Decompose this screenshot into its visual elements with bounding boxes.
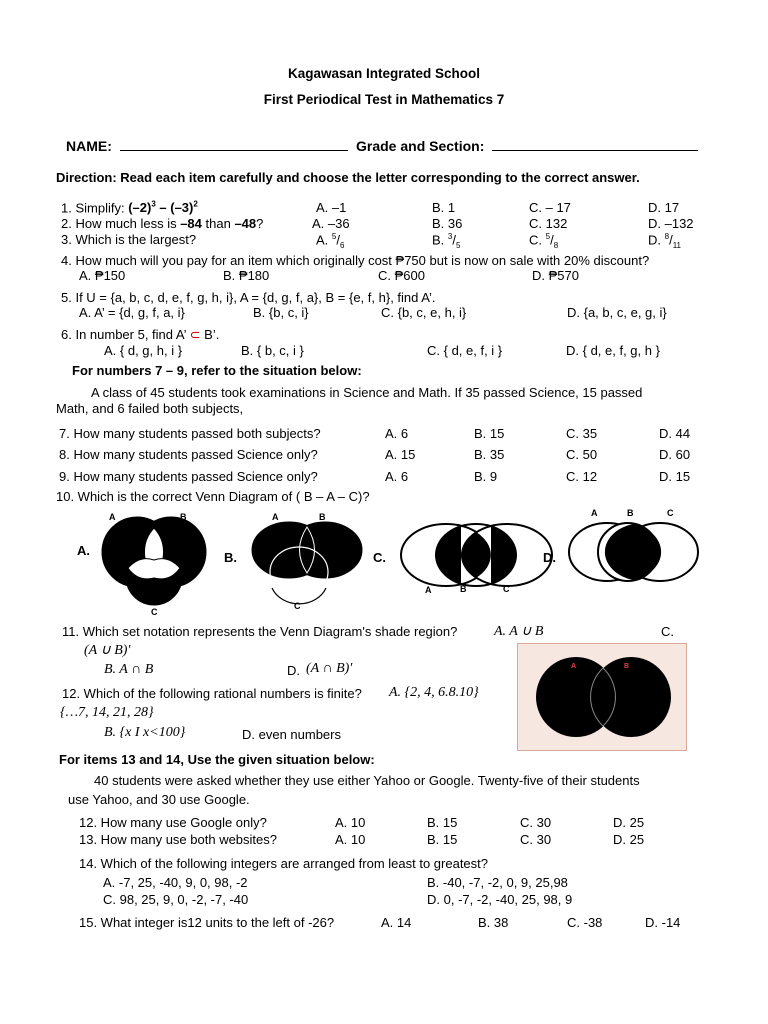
q9-choice-c: C. 12: [566, 469, 598, 484]
q8-stem: 8. How many students passed Science only?: [59, 447, 318, 462]
q11-choice-d-label: D.: [287, 663, 300, 678]
q4-choice-b: B. ₱180: [223, 268, 270, 283]
q11-stem: 11. Which set notation represents the Venn Diagram's shade region?: [62, 624, 458, 639]
venn-b-label-c: C: [294, 601, 301, 611]
venn-d-label-a: A: [591, 508, 598, 518]
venn-d-label-c: C: [667, 508, 674, 518]
q6-choice-c: C. { d, e, f, i }: [427, 343, 503, 358]
q8-choice-d: D. 60: [659, 447, 691, 462]
q5-choice-a: A. A’ = {d, g, f, a, i}: [79, 305, 185, 320]
q3-choice-b: B. $^3/_5$: [432, 232, 461, 250]
q12b-choice-c: C. 30: [520, 815, 552, 830]
grade-section-label: Grade and Section:: [356, 138, 485, 154]
q2-stem: 2. How much less is –84 than –48?: [61, 216, 264, 231]
situation-2-line-2: use Yahoo, and 30 use Google.: [68, 792, 250, 807]
q11-choice-b: B. A ∩ B: [104, 662, 154, 677]
q11-choice-c: (A ∪ B)′: [84, 643, 131, 658]
q12b-stem: 12. How many use Google only?: [79, 815, 267, 830]
q13-choice-c: C. 30: [520, 832, 552, 847]
q12b-choice-a: A. 10: [335, 815, 366, 830]
venn-a-label-b: B: [180, 512, 187, 522]
q9-choice-b: B. 9: [474, 469, 498, 484]
q10-option-b-label: B.: [224, 550, 237, 565]
venn-c-label-b: B: [460, 584, 467, 594]
q10-option-c-label: C.: [373, 550, 386, 565]
situation-1-heading: For numbers 7 – 9, refer to the situation below:: [72, 363, 362, 378]
q8-choice-b: B. 35: [474, 447, 505, 462]
q15-choice-a: A. 14: [381, 915, 412, 930]
q9-choice-d: D. 15: [659, 469, 691, 484]
q1-stem: 1. Simplify: $(-2)^3 - (-3)^2$: [61, 200, 198, 216]
q15-stem: 15. What integer is12 units to the left of -26?: [79, 915, 335, 930]
venn-c-label-c: C: [503, 584, 510, 594]
q8-choice-a: A. 15: [385, 447, 416, 462]
q7-choice-c: C. 35: [566, 426, 598, 441]
q4-choice-a: A. ₱150: [79, 268, 126, 283]
q11-choice-d: (A ∩ B)′: [306, 661, 353, 676]
q11-figure-label-a: A: [571, 663, 577, 670]
q12-choice-a-cont: {…7, 14, 21, 28}: [60, 705, 154, 720]
situation-1-line-1: A class of 45 students took examinations in Science and Math. If 35 passed Science, 15 passed: [91, 385, 643, 400]
q1-choice-b: B. 1: [432, 200, 456, 215]
situation-2-heading: For items 13 and 14, Use the given situation below:: [59, 752, 375, 767]
q4-choice-d: D. ₱570: [532, 268, 579, 283]
q13-stem: 13. How many use both websites?: [79, 832, 277, 847]
q10-option-a-label: A.: [77, 543, 90, 558]
q14-choice-d: D. 0, -7, -2, -40, 25, 98, 9: [427, 892, 573, 907]
q2-choice-c: C. 132: [529, 216, 568, 231]
q15-choice-c: C. -38: [567, 915, 603, 930]
q10-option-d-label: D.: [543, 550, 556, 565]
situation-2-line-1: 40 students were asked whether they use either Yahoo or Google. Twenty-five of their students: [94, 773, 640, 788]
q14-choice-b: B. -40, -7, -2, 0, 9, 25,98: [427, 875, 568, 890]
q5-choice-c: C. {b, c, e, h, i}: [381, 305, 467, 320]
q6-stem: 6. In number 5, find A’ ⊂ B’.: [61, 327, 220, 342]
venn-a-label-a: A: [109, 512, 116, 522]
subset-mark: ⊂: [189, 327, 201, 342]
q5-choice-b: B. {b, c, i}: [253, 305, 309, 320]
q14-choice-c: C. 98, 25, 9, 0, -2, -7, -40: [103, 892, 249, 907]
q15-choice-b: B. 38: [478, 915, 509, 930]
q6-choice-b: B. { b, c, i }: [241, 343, 304, 358]
q12-choice-d: D. even numbers: [242, 727, 341, 742]
q2-choice-a: A. –36: [312, 216, 350, 231]
q4-choice-c: C. ₱600: [378, 268, 425, 283]
q7-choice-b: B. 15: [474, 426, 505, 441]
q2-choice-d: D. –132: [648, 216, 694, 231]
venn-c-label-a: A: [425, 585, 432, 595]
q3-choice-a: A. $^5/_6$: [316, 232, 345, 250]
q12b-choice-b: B. 15: [427, 815, 458, 830]
q14-stem: 14. Which of the following integers are arranged from least to greatest?: [79, 856, 488, 871]
q10-stem: 10. Which is the correct Venn Diagram of ( B – A – C)?: [56, 489, 370, 504]
q6-choice-d: D. { d, e, f, g, h }: [566, 343, 660, 358]
q12-stem: 12. Which of the following rational numbers is finite?: [62, 686, 362, 701]
q8-choice-c: C. 50: [566, 447, 598, 462]
q12-choice-b: B. {x I x<100}: [104, 725, 186, 740]
q2-choice-b: B. 36: [432, 216, 463, 231]
q3-stem: 3. Which is the largest?: [61, 232, 197, 247]
q7-choice-d: D. 44: [659, 426, 691, 441]
venn-a-label-c: C: [151, 607, 158, 617]
name-label: NAME:: [66, 138, 112, 154]
q13-choice-d: D. 25: [613, 832, 645, 847]
q4-stem: 4. How much will you pay for an item which originally cost ₱750 but is now on sale with 20% discount?: [61, 253, 650, 268]
test-title: First Periodical Test in Mathematics 7: [263, 92, 505, 107]
q12b-choice-d: D. 25: [613, 815, 645, 830]
q1-choice-d: D. 17: [648, 200, 680, 215]
q15-choice-d: D. -14: [645, 915, 681, 930]
q5-stem: 5. If U = {a, b, c, d, e, f, g, h, i}, A = {d, g, f, a}, B = {e, f, h}, find A’.: [61, 290, 436, 305]
q5-choice-d: D. {a, b, c, e, g, i}: [567, 305, 667, 320]
q9-choice-a: A. 6: [385, 469, 409, 484]
venn-b-label-b: B: [319, 512, 326, 522]
venn-d-label-b: B: [627, 508, 634, 518]
direction: Direction: Read each item carefully and choose the letter corresponding to the correct answer.: [56, 170, 640, 185]
venn-b-label-a: A: [272, 512, 279, 522]
q7-stem: 7. How many students passed both subjects?: [59, 426, 321, 441]
q11-choice-a: A. A ∪ B: [494, 624, 544, 639]
q11-figure-label-b: B: [624, 663, 630, 670]
q7-choice-a: A. 6: [385, 426, 409, 441]
q3-choice-c: C. $^5/_8$: [529, 232, 559, 250]
q12-choice-a: A. {2, 4, 6.8.10}: [389, 685, 479, 700]
q11-choice-c-label: C.: [661, 624, 674, 639]
q13-choice-b: B. 15: [427, 832, 458, 847]
school-name: Kagawasan Integrated School: [287, 66, 481, 81]
situation-1-line-2: Math, and 6 failed both subjects,: [56, 401, 244, 416]
q1-choice-a: A. –1: [316, 200, 347, 215]
q6-choice-a: A. { d, g, h, i }: [104, 343, 183, 358]
q13-choice-a: A. 10: [335, 832, 366, 847]
q1-choice-c: C. – 17: [529, 200, 571, 215]
q3-choice-d: D. $^8/_{11}$: [648, 232, 682, 250]
q9-stem: 9. How many students passed Science only?: [59, 469, 318, 484]
q14-choice-a: A. -7, 25, -40, 9, 0, 98, -2: [103, 875, 248, 890]
